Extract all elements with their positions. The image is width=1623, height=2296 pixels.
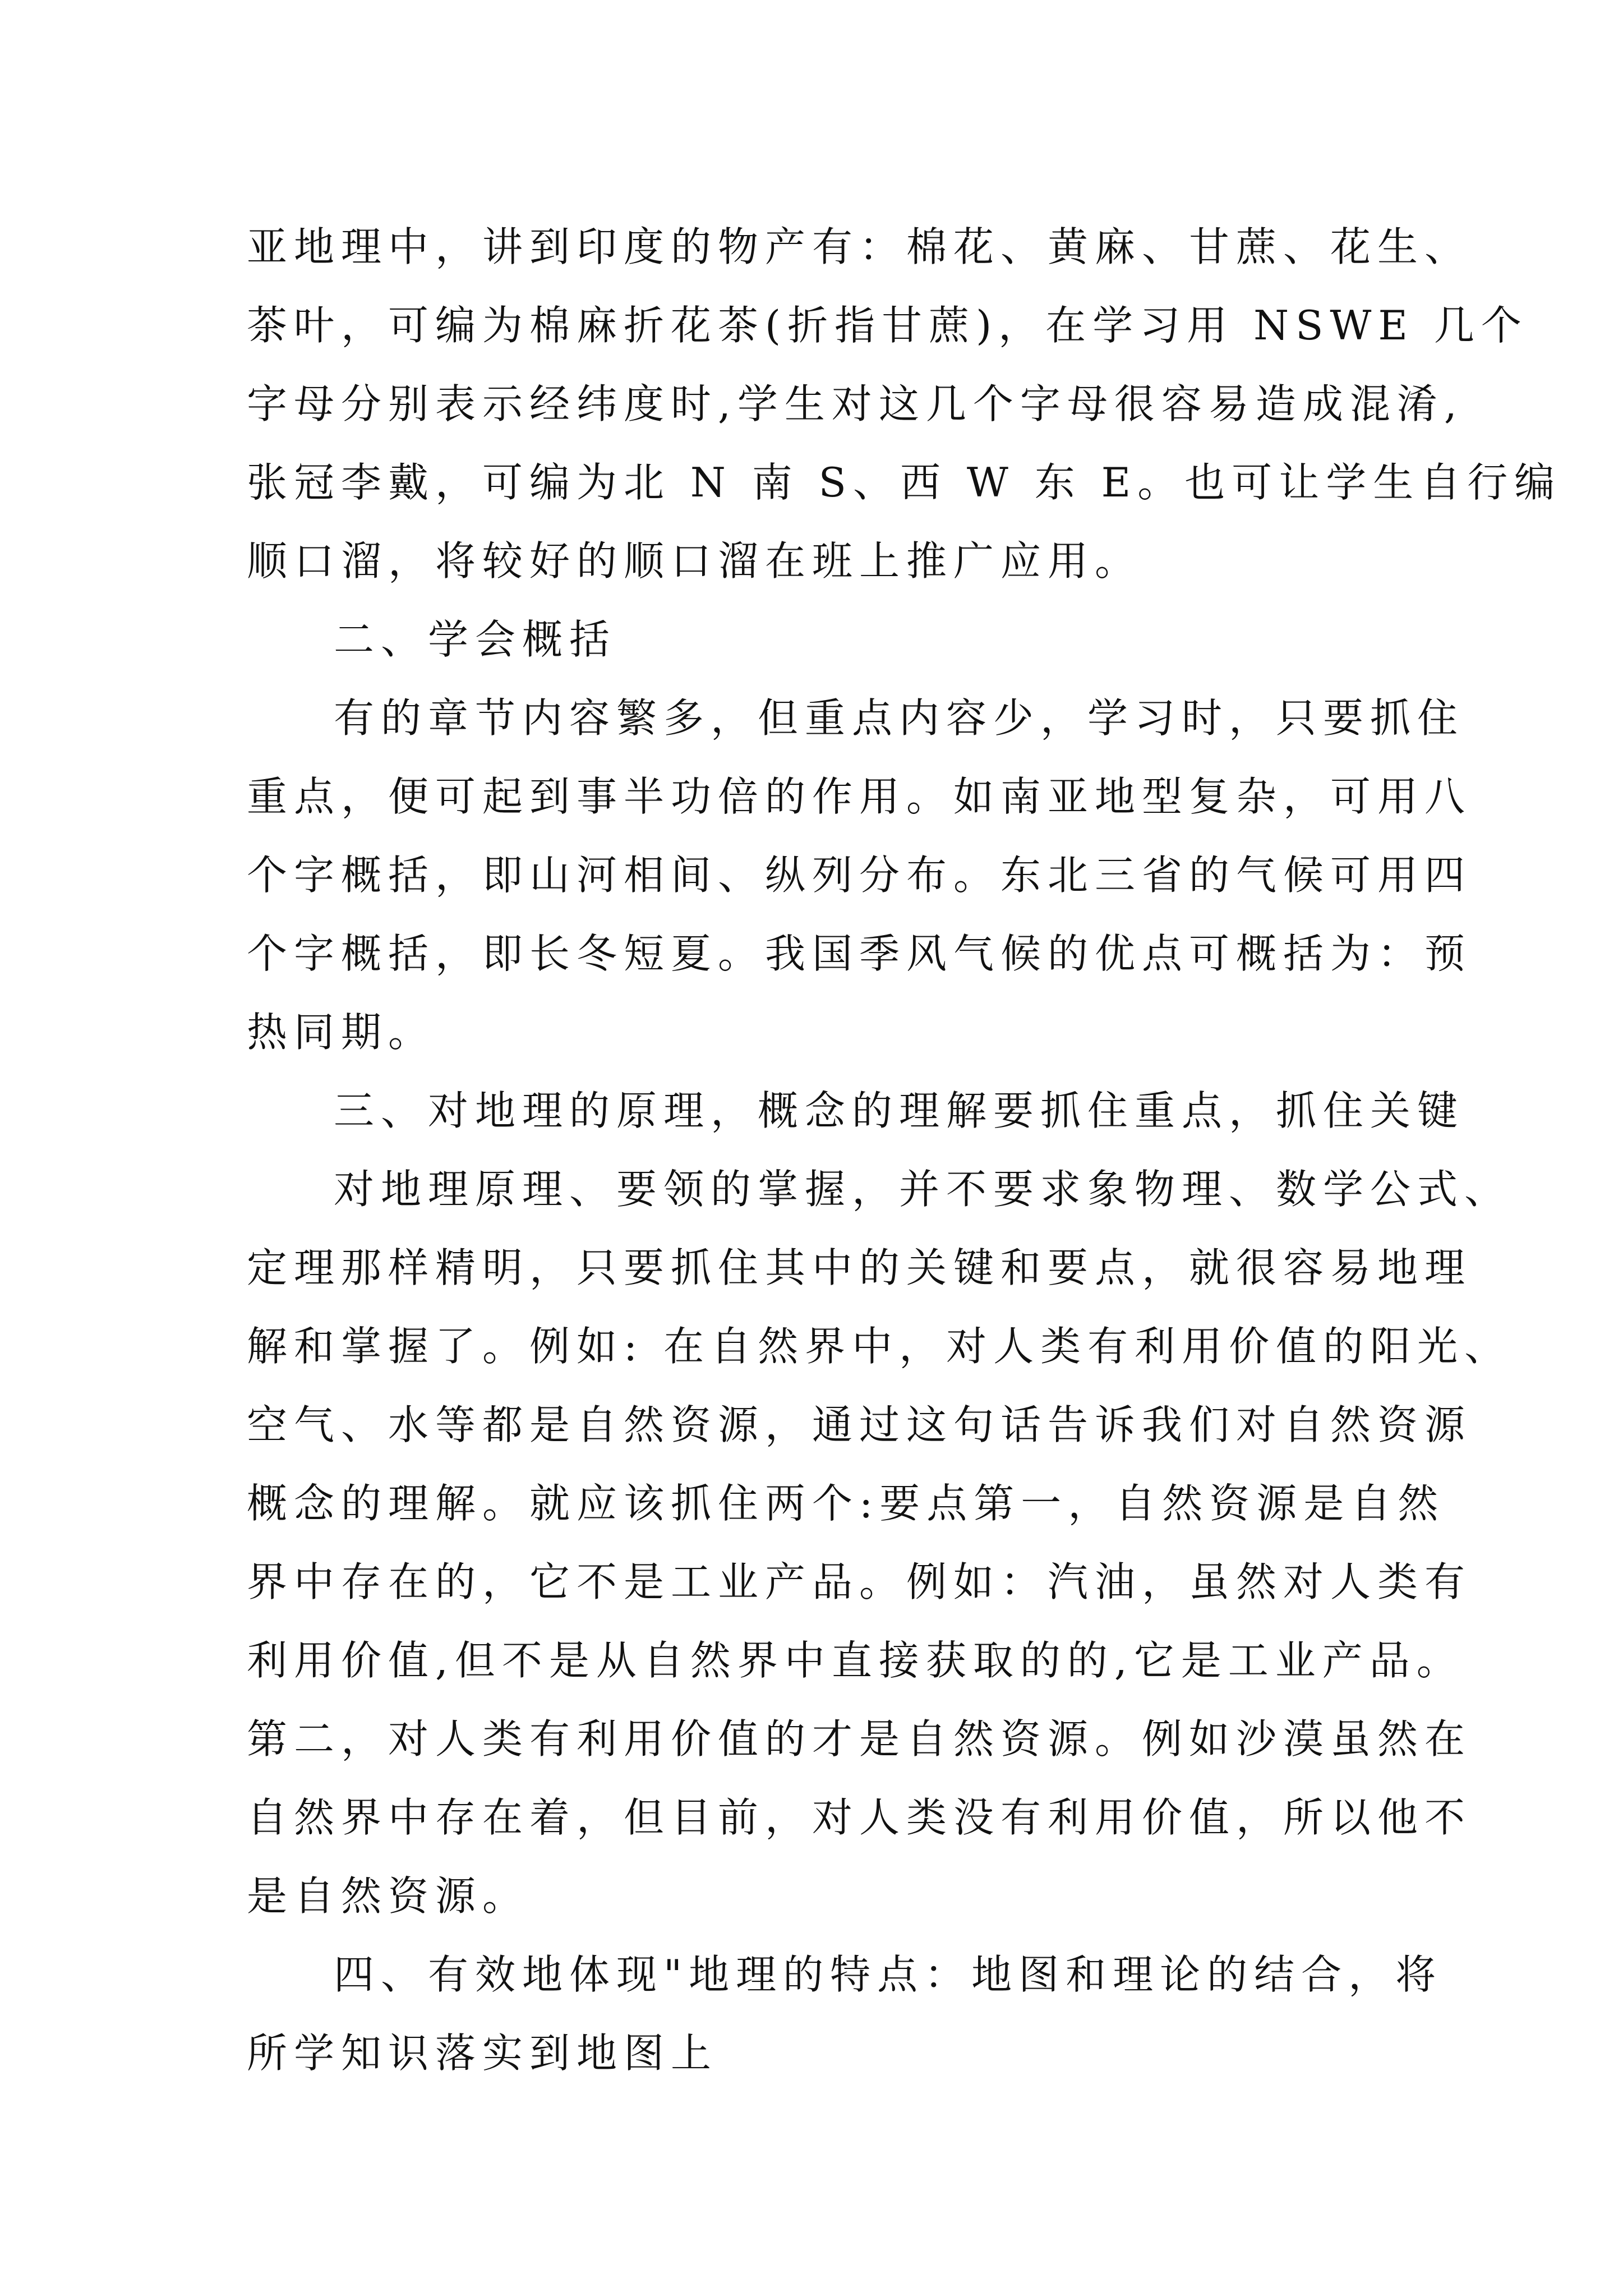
- text-line: 所学知识落实到地图上: [247, 2030, 718, 2077]
- text-line: 热同期。: [247, 1009, 436, 1056]
- text-line: 对地理原理、要领的掌握，并不要求象物理、数学公式、: [334, 1166, 1512, 1213]
- text-line: 界中存在的，它不是工业产品。例如：汽油，虽然对人类有: [247, 1558, 1472, 1605]
- text-line: 有的章节内容繁多，但重点内容少，学习时，只要抓住: [334, 694, 1465, 742]
- text-line: 茶叶，可编为棉麻折花茶(折指甘蔗)，在学习用 NSWE 几个: [247, 302, 1528, 349]
- body-text: [247, 208, 1562, 2092]
- text-line: 自然界中存在着，但目前，对人类没有利用价值，所以他不: [247, 1794, 1472, 1841]
- section-heading: 四、有效地体现"地理的特点：地图和理论的结合，将: [334, 1951, 1443, 1998]
- text-line: 重点，便可起到事半功倍的作用。如南亚地型复杂，可用八: [247, 773, 1472, 820]
- text-line: 是自然资源。: [247, 1872, 530, 1920]
- text-line: 个字概括，即长冬短夏。我国季风气候的优点可概括为：预: [247, 930, 1472, 977]
- text-line: 字母分别表示经纬度时,学生对这几个字母很容易造成混淆,: [247, 380, 1464, 427]
- text-line: 第二，对人类有利用价值的才是自然资源。例如沙漠虽然在: [247, 1715, 1472, 1763]
- text-line: 概念的理解。就应该抓住两个:要点第一，自然资源是自然: [247, 1480, 1445, 1527]
- text-line: 顺口溜，将较好的顺口溜在班上推广应用。: [247, 537, 1142, 585]
- text-line: 空气、水等都是自然资源，通过这句话告诉我们对自然资源: [247, 1401, 1472, 1448]
- text-line: 张冠李戴，可编为北 N 南 S、西 W 东 E。也可让学生自行编: [247, 459, 1562, 506]
- section-heading: 三、对地理的原理，概念的理解要抓住重点，抓住关键: [334, 1087, 1465, 1134]
- text-line: 定理那样精明，只要抓住其中的关键和要点，就很容易地理: [247, 1244, 1472, 1291]
- text-line: 个字概括，即山河相间、纵列分布。东北三省的气候可用四: [247, 852, 1472, 899]
- text-line: 利用价值,但不是从自然界中直接获取的的,它是工业产品。: [247, 1637, 1464, 1684]
- text-line: 解和掌握了。例如: 在自然界中，对人类有利用价值的阳光、: [247, 1323, 1512, 1370]
- text-line: 亚地理中，讲到印度的物产有：棉花、黄麻、甘蔗、花生、: [247, 223, 1472, 270]
- section-heading: 二、学会概括: [334, 616, 617, 663]
